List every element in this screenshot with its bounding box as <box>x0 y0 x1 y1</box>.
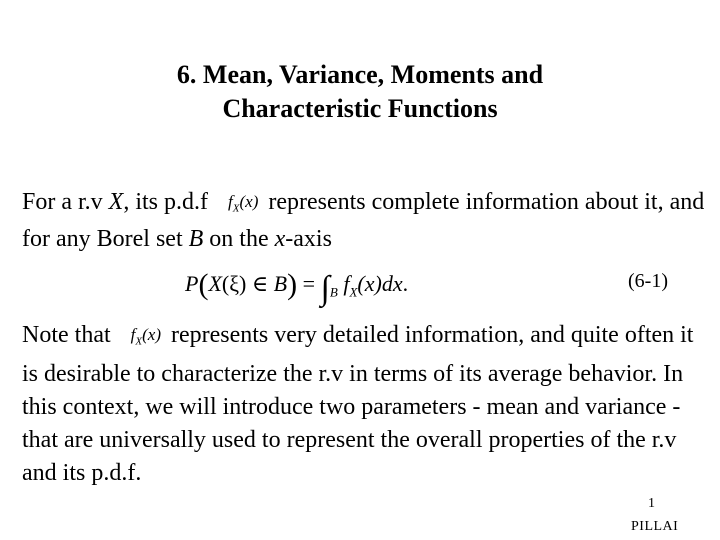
slide-title <box>0 58 720 126</box>
intro-paragraph: For a r.v X, its p.d.f $f_X(x)$ represents complete information about it, and for any Borel set B on the x-axis <box>22 186 712 255</box>
equation-6-1: P(X(ξ) ∈ $B) = \int_B$ $f_X(x)dx$. <box>185 268 409 307</box>
author-footer: PILLAI <box>631 519 679 534</box>
note-paragraph: Note that $f_X(x)$ represents very detailed information, and quite often it is desirable to characterize the r.v in terms of its average behavior. In this context, we will introduce two parameters - mean and variance - that are universally used to represent the overall properties of the r.v and its p.d.f. <box>22 318 712 490</box>
title-line-2: Characteristic Functions <box>222 94 498 123</box>
pdf-symbol-2: $f_X(x)$ <box>130 325 161 348</box>
rv-symbol: X <box>108 189 124 215</box>
pdf-symbol: $f_X(x)$ <box>228 192 259 215</box>
equation-number: (6-1) <box>628 270 668 292</box>
page-number: 1 <box>648 496 655 511</box>
borel-set-symbol: B <box>188 226 204 253</box>
title-line-1: 6. Mean, Variance, Moments and <box>176 60 544 89</box>
axis-symbol: x <box>274 226 286 253</box>
